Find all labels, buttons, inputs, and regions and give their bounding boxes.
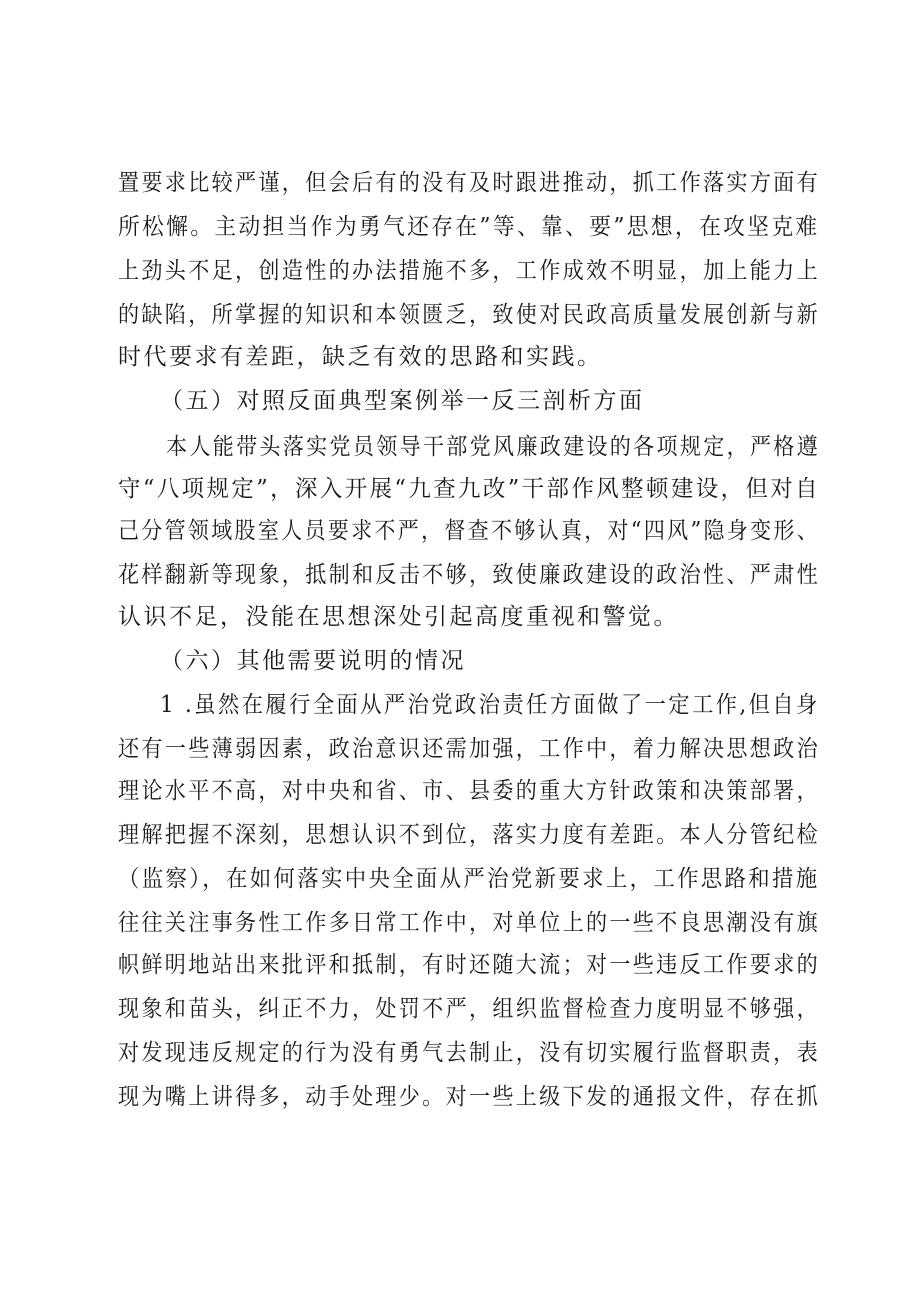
text-line: 本人能带头落实党员领导干部党风廉政建设的各项规定，严格遵 <box>166 434 821 460</box>
text-line: 现象和苗头，纠正不力，处罚不严，组织监督检查力度明显不够强， <box>118 996 820 1022</box>
text-line: 还有一些薄弱因素，政治意识还需加强，工作中，着力解决思想政治 <box>118 736 820 762</box>
text-line: 的缺陷，所掌握的知识和本领匮乏，致使对民政高质量发展创新与新 <box>118 302 820 328</box>
text-line: 理解把握不深刻，思想认识不到位，落实力度有差距。本人分管纪检 <box>118 822 820 848</box>
text-line: 理论水平不高，对中央和省、市、县委的重大方针政策和决策部署， <box>118 778 820 804</box>
text-line: 上劲头不足，创造性的办法措施不多，工作成效不明显，加上能力上 <box>118 258 820 284</box>
text-line: 守“八项规定”，深入开展“九查九改”干部作风整顿建设，但对自 <box>118 476 821 502</box>
section-heading: （六）其他需要说明的情况 <box>160 648 466 674</box>
text-line: 己分管领域股室人员要求不严，督查不够认真，对“四风”隐身变形、 <box>118 518 821 544</box>
text-line: 1 .虽然在履行全面从严治党政治责任方面做了一定工作,但自身 <box>160 692 820 718</box>
text-line: 对发现违反规定的行为没有勇气去制止，没有切实履行监督职责，表 <box>118 1040 820 1066</box>
text-line: 所松懈。主动担当作为勇气还存在”等、靠、要”思想，在攻坚克难 <box>118 214 820 240</box>
text-line: 往往关注事务性工作多日常工作中，对单位上的一些不良思潮没有旗 <box>118 910 820 936</box>
text-line: 时代要求有差距，缺乏有效的思路和实践。 <box>118 344 603 370</box>
text-line: 置要求比较严谨，但会后有的没有及时跟进推动，抓工作落实方面有 <box>118 170 820 196</box>
text-line: 认识不足，没能在思想深处引起高度重视和警觉。 <box>118 604 679 630</box>
section-heading: （五）对照反面典型案例举一反三剖析方面 <box>160 388 645 414</box>
text-line: 帜鲜明地站出来批评和抵制，有时还随大流；对一些违反工作要求的 <box>118 952 820 978</box>
text-line: （监察），在如何落实中央全面从严治党新要求上，工作思路和措施 <box>118 866 820 892</box>
text-line: 现为嘴上讲得多，动手处理少。对一些上级下发的通报文件，存在抓 <box>118 1084 820 1110</box>
text-line: 花样翻新等现象，抵制和反击不够，致使廉政建设的政治性、严肃性 <box>118 562 820 588</box>
